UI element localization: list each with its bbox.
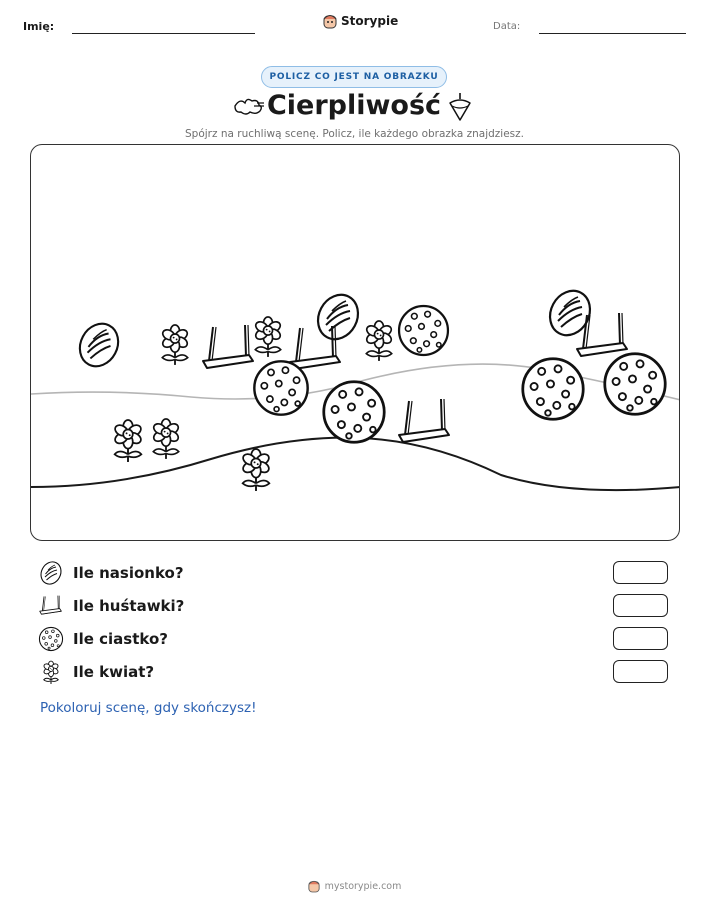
spinning-top-icon: [447, 92, 473, 122]
answer-box-swing[interactable]: [613, 594, 668, 617]
footer-site[interactable]: mystorypie.com: [324, 880, 402, 892]
counting-scene: [30, 144, 680, 541]
storypie-mascot-icon: [308, 879, 320, 893]
cookie-item: [605, 354, 665, 414]
storypie-mascot-icon: [323, 13, 337, 29]
swing-item: [399, 399, 449, 442]
flower-icon: [38, 659, 64, 685]
footer: [0, 879, 709, 893]
question-row-cookie: [38, 626, 678, 652]
swing-icon: [38, 593, 64, 619]
flower-item: [152, 419, 180, 459]
instruction-text: Spójrz na ruchliwą scenę. Policz, ile każdego obrazka znajdziesz.: [185, 128, 524, 140]
question-row-swing: [38, 593, 678, 619]
date-label: Data:: [493, 21, 521, 32]
answer-box-cookie[interactable]: [613, 627, 668, 650]
color-instruction: Pokoloruj scenę, gdy skończysz!: [40, 700, 257, 716]
question-label: Ile nasionko?: [73, 564, 184, 582]
name-label: Imię:: [23, 20, 55, 33]
question-label: Ile huśtawki?: [73, 597, 185, 615]
flower-item: [241, 449, 271, 491]
seed-item: [542, 284, 597, 342]
category-badge: POLICZ CO JEST NA OBRAZKU: [261, 66, 447, 88]
flower-item: [254, 317, 282, 357]
scene-drawing: [31, 145, 680, 541]
cookie-icon: [38, 626, 64, 652]
seed-item: [310, 288, 365, 346]
cookie-item: [523, 359, 583, 419]
question-label: Ile kwiat?: [73, 663, 155, 681]
name-line[interactable]: [72, 33, 255, 34]
flower-item: [113, 420, 143, 462]
swing-item: [290, 326, 340, 369]
cookie-item: [399, 306, 448, 355]
brand-name: Storypie: [341, 14, 399, 28]
cookie-item: [254, 361, 307, 414]
seed-item: [73, 317, 126, 373]
cookie-item: [324, 382, 384, 442]
flower-item: [365, 321, 393, 361]
question-row-flower: [38, 659, 678, 685]
question-label: Ile ciastko?: [73, 630, 168, 648]
answer-box-seed[interactable]: [613, 561, 668, 584]
swing-item: [203, 325, 253, 368]
brand-logo: [323, 13, 398, 29]
question-row-seed: [38, 560, 678, 586]
seed-icon: [38, 560, 64, 586]
answer-box-flower[interactable]: [613, 660, 668, 683]
page-title: Cierpliwość: [266, 90, 442, 121]
flower-item: [161, 325, 189, 365]
date-line[interactable]: [539, 33, 686, 34]
